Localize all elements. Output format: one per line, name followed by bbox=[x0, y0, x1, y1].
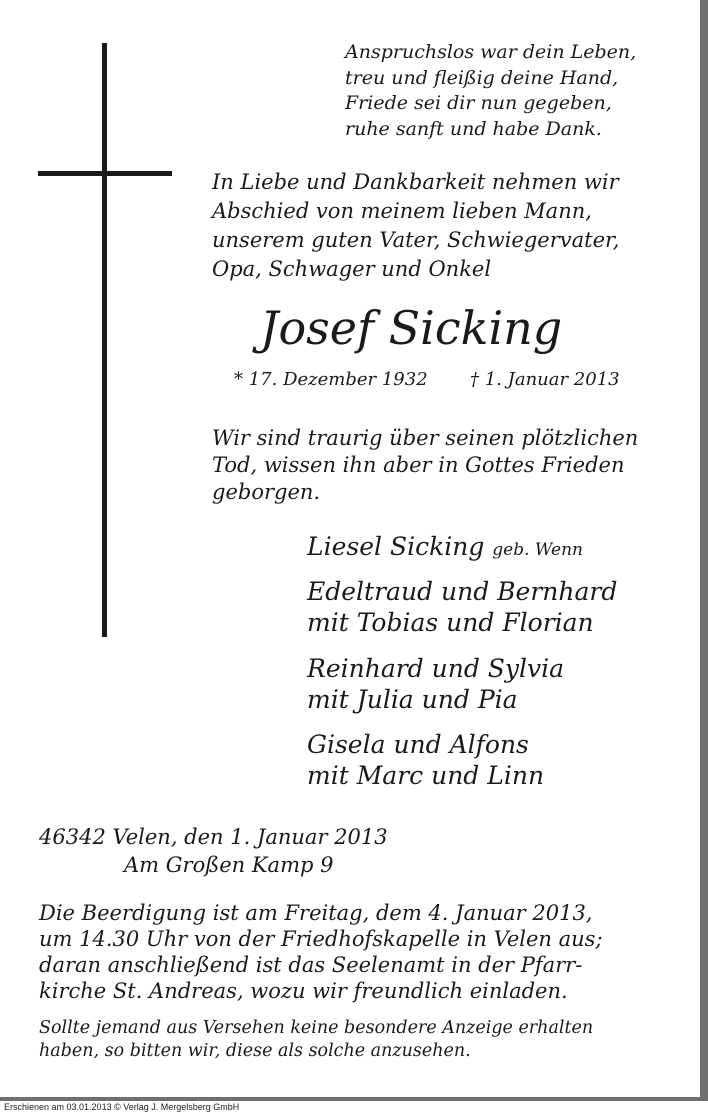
frame-border-right bbox=[700, 0, 708, 1100]
paragraph-line: Wir sind traurig über seinen plötzlichen bbox=[212, 426, 639, 450]
paragraph-line: geborgen. bbox=[212, 480, 321, 504]
poem bbox=[345, 40, 636, 142]
note-line: Sollte jemand aus Versehen keine besondere Anzeige erhalten bbox=[39, 1018, 594, 1038]
poem-line: Friede sei dir nun gegeben, bbox=[345, 92, 612, 114]
address-street: Am Großen Kamp 9 bbox=[124, 853, 334, 877]
poem-line: ruhe sanft und habe Dank. bbox=[345, 117, 602, 140]
deceased-name: Josef Sicking bbox=[260, 301, 563, 355]
funeral-info bbox=[39, 900, 603, 1004]
family-line: Gisela und Alfons bbox=[307, 730, 529, 759]
wife-maiden-name: geb. Wenn bbox=[492, 540, 583, 560]
note-line: haben, so bitten wir, diese als solche anzusehen. bbox=[39, 1041, 471, 1061]
intro-line: unserem guten Vater, Schwiegervater, bbox=[212, 228, 620, 252]
family-line: mit Tobias und Florian bbox=[307, 608, 594, 637]
poem-line: Anspruchslos war dein Leben, bbox=[345, 41, 637, 63]
family-line: mit Julia und Pia bbox=[307, 685, 518, 714]
cross-icon-horizontal bbox=[38, 171, 172, 176]
intro-text bbox=[212, 168, 619, 284]
funeral-line: Die Beerdigung ist am Freitag, dem 4. Januar 2013, bbox=[39, 901, 593, 925]
family-line: Reinhard und Sylvia bbox=[307, 654, 565, 683]
funeral-line: kirche St. Andreas, wozu wir freundlich einladen. bbox=[39, 979, 568, 1003]
family-group-2 bbox=[307, 653, 564, 715]
funeral-line: um 14.30 Uhr von der Friedhofskapelle in Velen aus; bbox=[39, 927, 603, 951]
paragraph-line: Tod, wissen ihn aber in Gottes Frieden bbox=[212, 453, 625, 477]
family-group-3 bbox=[307, 729, 544, 791]
intro-line: Opa, Schwager und Onkel bbox=[212, 257, 492, 281]
birth-date: * 17. Dezember 1932 bbox=[234, 369, 428, 390]
wife-name: Liesel Sicking bbox=[307, 532, 485, 561]
mourning-paragraph bbox=[212, 425, 638, 506]
footer-text: Erschienen am 03.01.2013 © Verlag J. Mergelsberg GmbH bbox=[4, 1102, 240, 1112]
address-city-date: 46342 Velen, den 1. Januar 2013 bbox=[39, 825, 388, 849]
closing-note bbox=[39, 1017, 593, 1063]
family-group-1 bbox=[307, 576, 617, 638]
family-wife bbox=[307, 531, 583, 566]
poem-line: treu und fleißig deine Hand, bbox=[345, 66, 619, 89]
cross-icon-vertical bbox=[102, 43, 107, 637]
publication-footer bbox=[0, 1101, 708, 1117]
intro-line: Abschied von meinem lieben Mann, bbox=[212, 199, 592, 223]
intro-line: In Liebe und Dankbarkeit nehmen wir bbox=[212, 170, 619, 194]
death-date: † 1. Januar 2013 bbox=[470, 369, 620, 390]
family-line: mit Marc und Linn bbox=[307, 761, 545, 790]
funeral-line: daran anschließend ist das Seelenamt in der Pfarr- bbox=[39, 953, 583, 977]
family-line: Edeltraud und Bernhard bbox=[307, 577, 618, 606]
